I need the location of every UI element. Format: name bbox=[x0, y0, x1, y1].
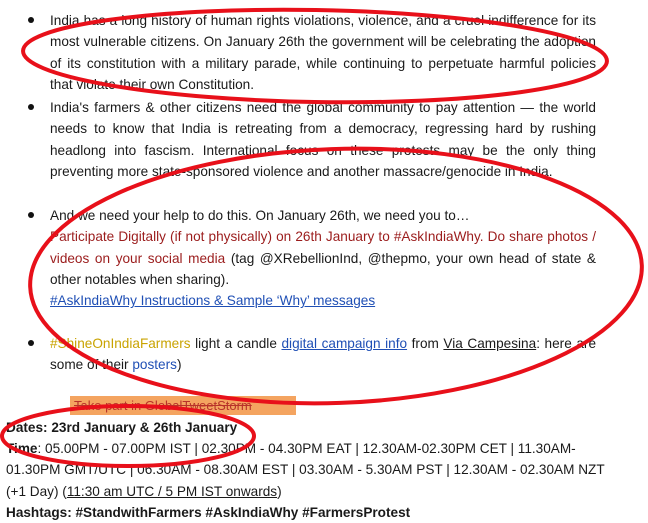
bullet-content bbox=[50, 333, 596, 376]
instructions-link[interactable]: #AskIndiaWhy Instructions & Sample ‘Why’ messages bbox=[50, 293, 376, 309]
posters-link[interactable]: posters bbox=[132, 357, 177, 373]
bullet-text: India's farmers & other citizens need the global community to pay attention — the world needs to know that India is retreating from a democracy, regressing hard by rushing headlong into fascism. International focus on these protests may be the only thing preventing more state-sponsored violence and another massacre/genocide in India. bbox=[50, 100, 596, 179]
via-campesina-link[interactable]: Via Campesina bbox=[443, 336, 537, 351]
time-label: Time bbox=[6, 441, 38, 456]
bullet-shine bbox=[28, 333, 596, 376]
time-utc-link[interactable]: 11:30 am UTC / 5 PM IST onwards bbox=[66, 483, 278, 499]
bullet-human-rights bbox=[28, 10, 596, 95]
hashtags-line: Hashtags: #StandwithFarmers #AskIndiaWhy #FarmersProtest bbox=[6, 505, 411, 520]
shine-hashtag: #ShineOnIndiaFarmers bbox=[50, 336, 191, 351]
shine-text-2: from bbox=[407, 336, 444, 351]
bullet-dot bbox=[28, 212, 34, 218]
bullet-dot bbox=[28, 104, 34, 110]
bullet-dot bbox=[28, 340, 34, 346]
dates-line: Dates: 23rd January & 26th January bbox=[6, 420, 238, 435]
time-block bbox=[6, 438, 606, 502]
bullet-dot bbox=[28, 17, 34, 23]
participate-text: Participate Digitally (if not physically) on 26th January to #AskIndiaWhy. Do share photos / videos on your social media bbox=[50, 229, 596, 266]
time-close: ) bbox=[277, 483, 282, 499]
shine-text-4: ) bbox=[176, 357, 182, 373]
tweetstorm-highlight: Take part in GlobalTweetStorm bbox=[70, 396, 296, 415]
shine-text-3: : here are some of their bbox=[50, 336, 597, 373]
tag-text: (tag @XRebellionInd, @thepmo, your own head of state & other notables when sharing). bbox=[50, 250, 596, 287]
shine-text-1: light a candle bbox=[190, 336, 282, 351]
bullet-farmers bbox=[28, 97, 596, 182]
time-text: : 05.00PM - 07.00PM IST | 02.30PM - 04.30PM EAT | 12.30AM-02.30PM CET | 11.30AM-01.30PM GMT/UTC | 06.30AM - 08.30AM EST | 03.30AM - 5.30AM PST | 12.30AM - 02.30AM NZT (+1 Day) ( bbox=[6, 441, 605, 499]
campaign-info-link[interactable]: digital campaign info bbox=[281, 336, 408, 351]
bullet-help bbox=[28, 205, 596, 311]
bullet-text: India has a long history of human rights violations, violence, and a cruel indifference for its most vulnerable citizens. On January 26th the government will be celebrating the adoption of its constitution with a military parade, while continuing to perpetuate harmful policies that violate their own Constitution. bbox=[50, 13, 596, 92]
help-intro: And we need your help to do this. On January 26th, we need you to… bbox=[50, 208, 470, 223]
bullet-content bbox=[50, 205, 596, 311]
